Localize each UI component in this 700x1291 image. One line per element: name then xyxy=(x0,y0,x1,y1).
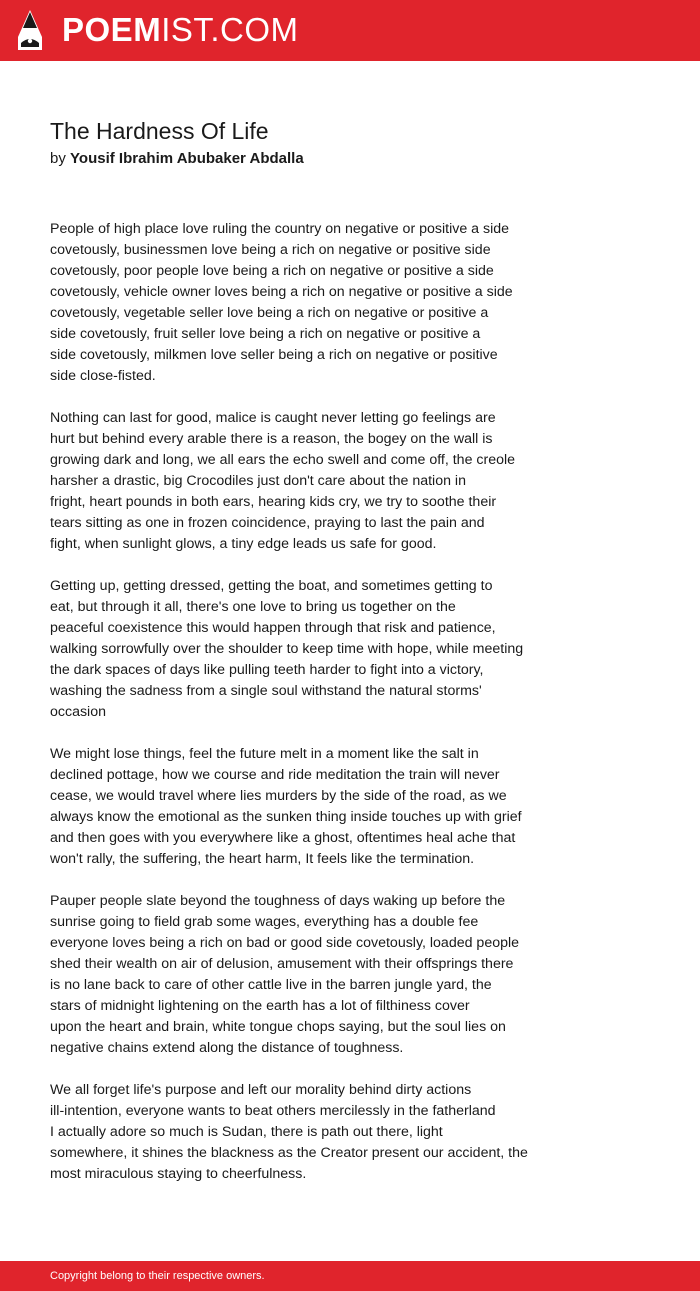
poem-line: Getting up, getting dressed, getting the boat, and sometimes getting to xyxy=(50,578,493,594)
poem-line: side covetously, milkmen love seller being a rich on negative or positive xyxy=(50,347,498,363)
poem-stanza xyxy=(50,408,590,555)
site-logo[interactable] xyxy=(62,10,299,50)
poem-line: declined pottage, how we course and ride meditation the train will never xyxy=(50,767,500,783)
poem-line: ill-intention, everyone wants to beat others mercilessly in the fatherland xyxy=(50,1103,496,1119)
poem-stanza xyxy=(50,576,590,723)
poem-line: fright, heart pounds in both ears, hearing kids cry, we try to soothe their xyxy=(50,494,497,510)
poem-line: cease, we would travel where lies murders by the side of the road, as we xyxy=(50,788,507,804)
poem-line: covetously, businessmen love being a rich on negative or positive side xyxy=(50,242,491,258)
poem-line: is no lane back to care of other cattle live in the barren jungle yard, the xyxy=(50,977,492,993)
poem-line: Nothing can last for good, malice is caught never letting go feelings are xyxy=(50,410,496,426)
poem-line: tears sitting as one in frozen coincidence, praying to last the pain and xyxy=(50,515,485,531)
poem-line: We all forget life's purpose and left our morality behind dirty actions xyxy=(50,1082,472,1098)
poem-stanza xyxy=(50,744,590,870)
poem-line: side close-fisted. xyxy=(50,368,156,384)
poem-line: shed their wealth on air of delusion, amusement with their offsprings there xyxy=(50,956,514,972)
poem-line: harsher a drastic, big Crocodiles just don't care about the nation in xyxy=(50,473,466,489)
copyright-text: Copyright belong to their respective owners. xyxy=(50,1270,265,1282)
by-label: by xyxy=(50,150,66,167)
poem-line: always know the emotional as the sunken thing inside touches up with grief xyxy=(50,809,522,825)
poem-line: everyone loves being a rich on bad or good side covetously, loaded people xyxy=(50,935,520,951)
poem-line: growing dark and long, we all ears the echo swell and come off, the creole xyxy=(50,452,516,468)
poem-line: eat, but through it all, there's one love to bring us together on the xyxy=(50,599,456,615)
logo-brand-light: IST.COM xyxy=(161,11,299,48)
poem-line: covetously, vehicle owner loves being a rich on negative or positive a side xyxy=(50,284,513,300)
poem-line: covetously, poor people love being a rich on negative or positive a side xyxy=(50,263,494,279)
logo-brand-bold: POEM xyxy=(62,11,162,48)
poem-stanza xyxy=(50,891,590,1059)
poem-line: I actually adore so much is Sudan, there is path out there, light xyxy=(50,1124,443,1140)
poem-line: walking sorrowfully over the shoulder to keep time with hope, while meeting xyxy=(50,641,524,657)
site-header xyxy=(0,0,700,61)
poem-line: the dark spaces of days like pulling teeth harder to fight into a victory, xyxy=(50,662,484,678)
poem-line: sunrise going to field grab some wages, everything has a double fee xyxy=(50,914,479,930)
poem-line: and then goes with you everywhere like a ghost, oftentimes heal ache that xyxy=(50,830,516,846)
poem-line: side covetously, fruit seller love being a rich on negative or positive a xyxy=(50,326,481,342)
poem-line: covetously, vegetable seller love being a rich on negative or positive a xyxy=(50,305,489,321)
poem-line: occasion xyxy=(50,704,106,720)
poem-line: stars of midnight lightening on the earth has a lot of filthiness cover xyxy=(50,998,470,1014)
poem-byline xyxy=(50,149,304,169)
poem-line: negative chains extend along the distance of toughness. xyxy=(50,1040,404,1056)
poem-stanza xyxy=(50,219,590,387)
poem-line: won't rally, the suffering, the heart harm, It feels like the termination. xyxy=(50,851,475,867)
poem-line: People of high place love ruling the country on negative or positive a side xyxy=(50,221,510,237)
poem-line: We might lose things, feel the future melt in a moment like the salt in xyxy=(50,746,479,762)
site-footer xyxy=(0,1261,700,1291)
pencil-tip-icon[interactable] xyxy=(17,9,43,51)
poem-stanza xyxy=(50,1080,590,1185)
poem-line: most miraculous staying to cheerfulness. xyxy=(50,1166,307,1182)
poem-line: upon the heart and brain, white tongue chops saying, but the soul lies on xyxy=(50,1019,506,1035)
poem-body xyxy=(50,219,590,1206)
poem-line: peaceful coexistence this would happen through that risk and patience, xyxy=(50,620,496,636)
author-name: Yousif Ibrahim Abubaker Abdalla xyxy=(70,150,304,167)
poem-line: somewhere, it shines the blackness as the Creator present our accident, the xyxy=(50,1145,528,1161)
poem-line: hurt but behind every arable there is a reason, the bogey on the wall is xyxy=(50,431,493,447)
poem-line: Pauper people slate beyond the toughness of days waking up before the xyxy=(50,893,506,909)
poem-title: The Hardness Of Life xyxy=(50,118,269,144)
poem-line: washing the sadness from a single soul withstand the natural storms' xyxy=(50,683,482,699)
poem-line: fight, when sunlight glows, a tiny edge leads us safe for good. xyxy=(50,536,437,552)
